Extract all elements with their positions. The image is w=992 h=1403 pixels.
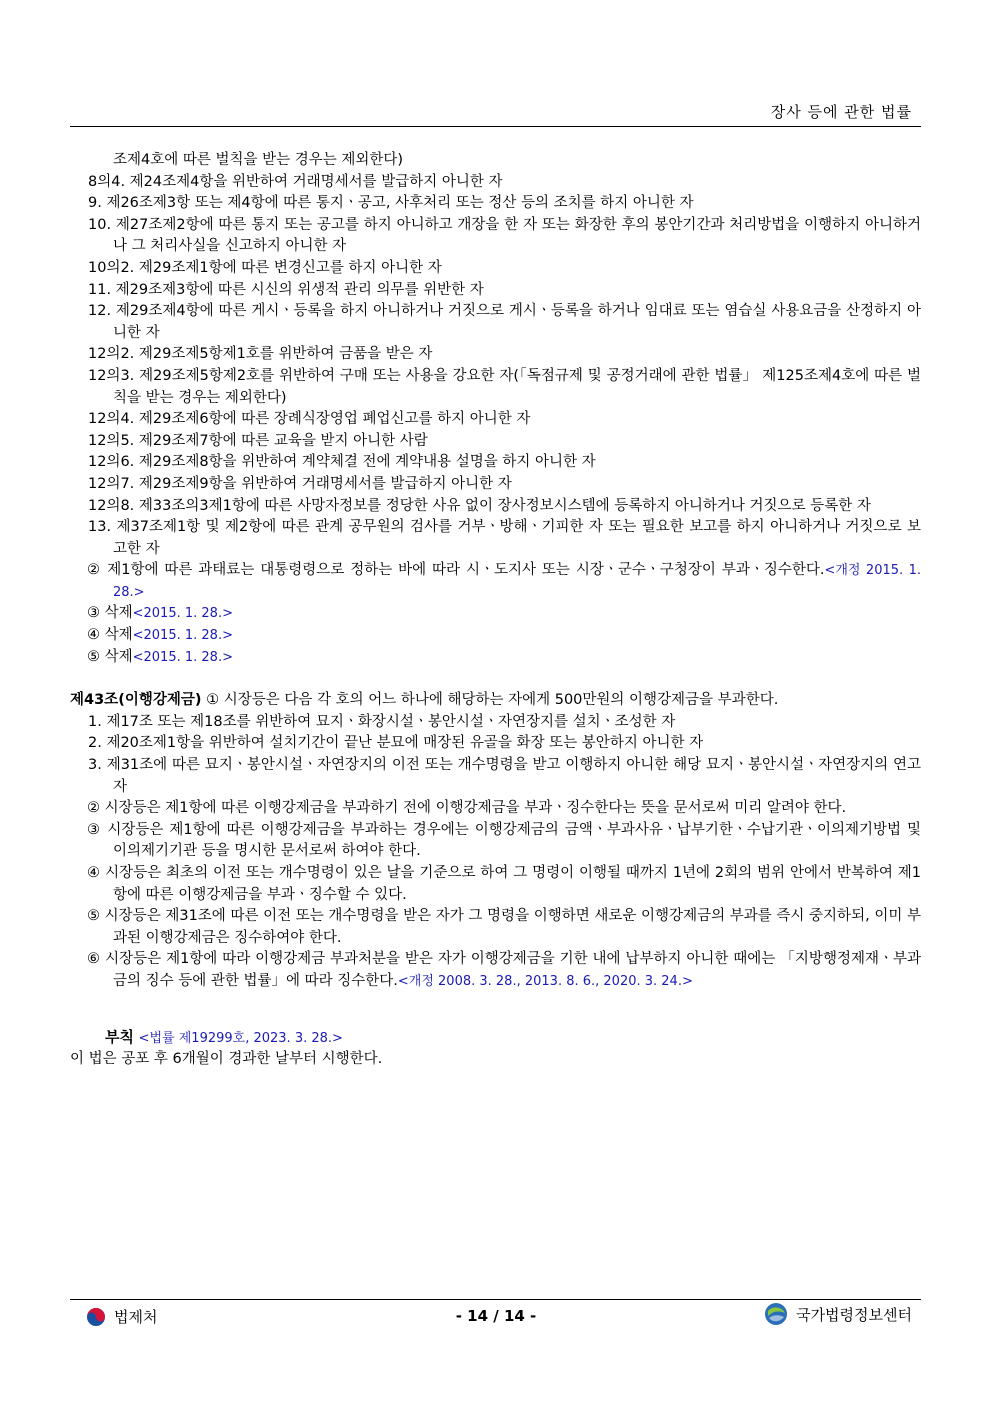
item-text: ③ 시장등은 제1항에 따른 이행강제금을 부과하는 경우에는 이행강제금의 금액ㆍ부과사유ㆍ납부기한ㆍ수납기관ㆍ이의제기방법 및 이의제기기관 등을 명시한 문서로써 하여야 한다.	[87, 821, 921, 860]
amendment-note: <2015. 1. 28.>	[132, 628, 233, 644]
list-item	[70, 755, 921, 798]
list-item	[70, 474, 921, 496]
amendment-note: <개정 2015. 1. 28.>	[113, 563, 921, 600]
item-text: 12. 제29조제4항에 따른 게시ㆍ등록을 하지 아니하거나 거짓으로 게시ㆍ등록을 하거나 임대료 또는 염습실 사용요금을 산정하지 아니한 자	[88, 303, 921, 341]
paragraph	[70, 625, 921, 647]
item-text: 조제4호에 따른 벌칙을 받는 경우는 제외한다)	[113, 152, 404, 168]
law-center-logo-icon	[764, 1302, 788, 1326]
paragraph	[70, 863, 921, 906]
item-text: ⑥ 시장등은 제1항에 따라 이행강제금 부과처분을 받은 자가 이행강제금을 기한 내에 납부하지 아니한 때에는 「지방행정제재ㆍ부과금의 징수 등에 관한 법률」에 따라 징수한다.	[87, 951, 921, 989]
paragraph	[70, 647, 921, 669]
list-item	[70, 496, 921, 518]
item-text: 2. 제20조제1항을 위반하여 설치기간이 끝난 분묘에 매장된 유골을 화장 또는 봉안하지 아니한 자	[88, 735, 704, 752]
amendment-note: <2015. 1. 28.>	[132, 606, 233, 622]
list-item	[70, 193, 921, 215]
item-text: ③ 삭제	[87, 605, 133, 622]
list-item	[70, 409, 921, 431]
item-text: 12의8. 제33조의3제1항에 따른 사망자정보를 정당한 사유 없이 장사정보시스템에 등록하지 아니하거나 거짓으로 등록한 자	[88, 497, 871, 514]
list-item	[70, 366, 921, 409]
paragraph	[70, 820, 921, 863]
item-text: 13. 제37조제1항 및 제2항에 따른 관계 공무원의 검사를 거부ㆍ방해ㆍ기피한 자 또는 필요한 보고를 하지 아니하거나 거짓으로 보고한 자	[88, 519, 921, 557]
item-text: 11. 제29조제3항에 따른 시신의 위생적 관리 의무를 위반한 자	[88, 281, 484, 298]
item-text: 12의4. 제29조제6항에 따른 장례식장영업 폐업신고를 하지 아니한 자	[88, 411, 531, 428]
list-item	[70, 452, 921, 474]
list-item	[70, 431, 921, 453]
paragraph	[70, 560, 921, 603]
footer-left-label: 법제처	[114, 1308, 158, 1326]
footer-right-label: 국가법령정보센터	[796, 1305, 912, 1324]
item-text: 12의3. 제29조제5항제2호를 위반하여 구매 또는 사용을 강요한 자(「독점규제 및 공정거래에 관한 법률」 제125조제4호에 따른 벌칙을 받는 경우는 제외한다)	[88, 367, 921, 406]
list-item	[70, 172, 921, 194]
law-text-body	[70, 150, 921, 1071]
running-header-title: 장사 등에 관한 법률	[770, 103, 912, 121]
item-text: ② 제1항에 따른 과태료는 대통령령으로 정하는 바에 따라 시ㆍ도지사 또는 시장ㆍ군수ㆍ구청장이 부과ㆍ징수한다.	[87, 562, 825, 579]
item-text: 10. 제27조제2항에 따른 통지 또는 공고를 하지 아니하고 개장을 한 자 또는 화장한 후의 봉안기간과 처리방법을 이행하지 아니하거나 그 처리사실을 신고하지 아니한 자	[88, 216, 921, 255]
list-item	[70, 733, 921, 755]
item-text: ⑤ 시장등은 제31조에 따른 이전 또는 개수명령을 받은 자가 그 명령을 이행하면 새로운 이행강제금의 부과를 즉시 중지하되, 이미 부과된 이행강제금은 징수하여야 한다.	[87, 908, 921, 946]
list-item	[70, 301, 921, 344]
item-text: 1. 제17조 또는 제18조를 위반하여 묘지ㆍ화장시설ㆍ봉안시설ㆍ자연장지를 설치ㆍ조성한 자	[88, 713, 676, 730]
list-item	[70, 258, 921, 280]
section-gap	[70, 668, 921, 690]
addenda-text: 이 법은 공포 후 6개월이 경과한 날부터 시행한다.	[70, 1051, 383, 1068]
header-rule	[70, 126, 921, 127]
paragraph	[70, 906, 921, 949]
item-text: ④ 삭제	[87, 627, 133, 644]
footer-rule	[70, 1299, 921, 1300]
list-item	[70, 517, 921, 560]
item-text: 12의7. 제29조제9항을 위반하여 거래명세서를 발급하지 아니한 자	[88, 475, 512, 492]
list-item	[70, 215, 921, 258]
paragraph	[70, 949, 921, 992]
item-text: ④ 시장등은 최초의 이전 또는 개수명령이 있은 날을 기준으로 하여 그 명령이 이행될 때까지 1년에 2회의 범위 안에서 반복하여 제1항에 따른 이행강제금을 부과ㆍ징수할 수 있다.	[87, 865, 921, 903]
footer-right	[764, 1302, 912, 1326]
penalty-items-list	[70, 150, 921, 668]
item-text: 12의6. 제29조제8항을 위반하여 계약체결 전에 계약내용 설명을 하지 아니한 자	[88, 454, 596, 471]
item-continuation	[70, 150, 921, 172]
list-item	[70, 344, 921, 366]
list-item	[70, 712, 921, 734]
item-text: ⑤ 삭제	[87, 648, 133, 665]
page-number: - 14 / 14 -	[455, 1307, 537, 1325]
addenda-title: 부칙	[105, 1027, 134, 1046]
article-43-items-list	[70, 712, 921, 993]
item-text: 12의5. 제29조제7항에 따른 교육을 받지 아니한 사람	[88, 432, 428, 449]
item-text: 9. 제26조제3항 또는 제4항에 따른 통지ㆍ공고, 사후처리 또는 정산 등의 조치를 하지 아니한 자	[88, 195, 694, 212]
amendment-note: <개정 2008. 3. 28., 2013. 8. 6., 2020. 3. 24.>	[397, 973, 693, 989]
item-text: 3. 제31조에 따른 묘지ㆍ봉안시설ㆍ자연장지의 이전 또는 개수명령을 받고 이행하지 아니한 해당 묘지ㆍ봉안시설ㆍ자연장지의 연고자	[88, 757, 921, 795]
paragraph	[70, 603, 921, 625]
addenda-heading	[70, 1027, 921, 1050]
item-text: 10의2. 제29조제1항에 따른 변경신고를 하지 아니한 자	[88, 259, 442, 276]
amendment-note: <2015. 1. 28.>	[132, 649, 233, 665]
list-item	[70, 280, 921, 302]
item-text: ② 시장등은 제1항에 따른 이행강제금을 부과하기 전에 이행강제금을 부과ㆍ징수한다는 뜻을 문서로써 미리 알려야 한다.	[87, 800, 847, 817]
paragraph	[70, 798, 921, 820]
article-43-lead: ① 시장등은 다음 각 호의 어느 하나에 해당하는 자에게 500만원의 이행강제금을 부과한다.	[201, 692, 779, 709]
item-text: 12의2. 제29조제5항제1호를 위반하여 금품을 받은 자	[88, 346, 433, 363]
addenda-reference: <법률 제19299호, 2023. 3. 28.>	[138, 1030, 343, 1046]
article-43	[70, 690, 921, 712]
item-text: 8의4. 제24조제4항을 위반하여 거래명세서를 발급하지 아니한 자	[88, 173, 503, 190]
article-43-title: 제43조(이행강제금)	[70, 692, 202, 709]
